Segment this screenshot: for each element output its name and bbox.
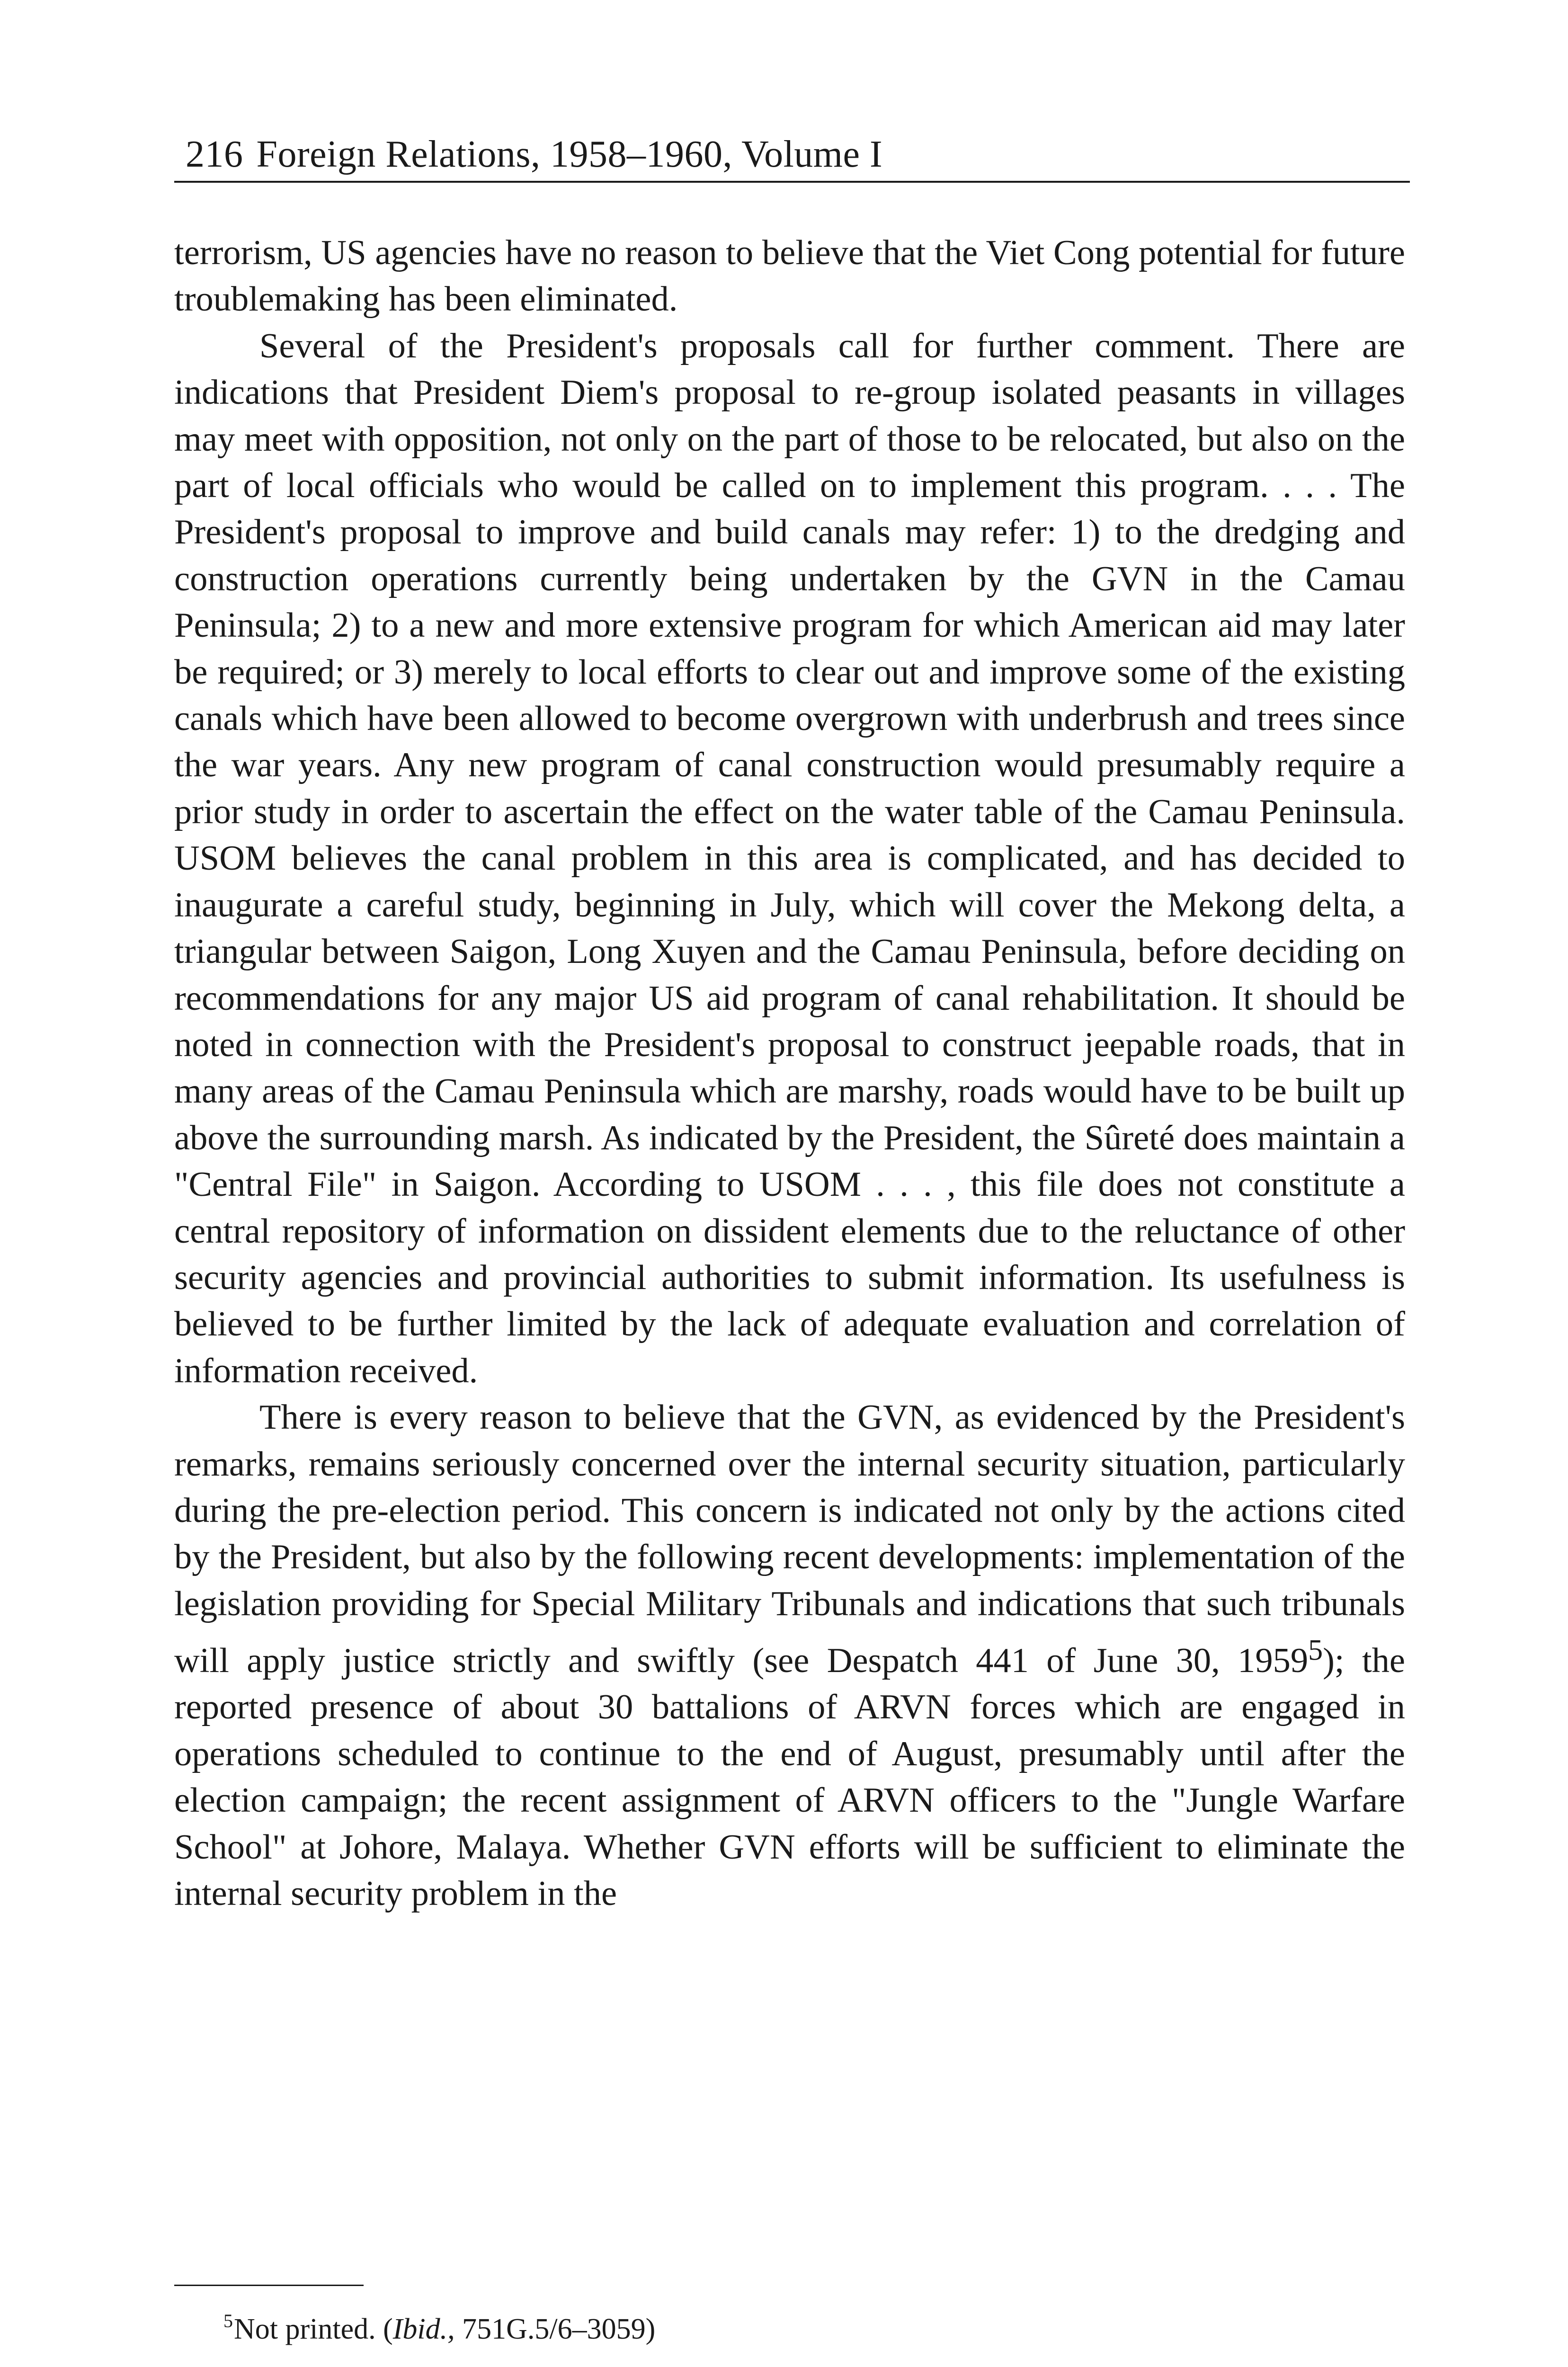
book-title: Foreign Relations, 1958–1960, Volume I	[256, 133, 883, 175]
footnote	[223, 2300, 1360, 2350]
paragraph-text-part: ); the reported presence of about 30 battalions of ARVN forces which are engaged in operations scheduled to continue to the end of August, presumably until after the election campaign; the recent assignment of ARVN officers to the "Jungle Warfare School" at Johore, Malaya. Whether GVN efforts will be sufficient to eliminate the internal security problem in the	[174, 1641, 1405, 1913]
footnote-reference: 5	[1308, 1634, 1323, 1667]
body-text	[174, 230, 1405, 1917]
page-number: 216	[186, 133, 243, 175]
footnote-citation: 751G.5/6–3059)	[454, 2313, 656, 2345]
paragraph-text-part: There is every reason to believe that the GVN, as evidenced by the President's remarks, remains seriously concerned over the internal security situation, particularly during the pre-election period. This concern is indicated not only by the actions cited by the President, but also by the following recent developments: implementation of the legislation providing for Special Military Tribunals and indications that such tribunals will apply justice strictly and swiftly (see Despatch 441 of June 30, 1959	[174, 1398, 1405, 1681]
header-rule	[174, 181, 1410, 183]
footnote-ibid: Ibid.,	[392, 2313, 455, 2345]
footnote-marker: 5	[223, 2310, 233, 2331]
paragraph-presidents-proposals: Several of the President's proposals call for further comment. There are indications that President Diem's proposal to re-group isolated peasants in villages may meet with opposition, not only on the part of those to be relocated, but also on the part of local officials who would be called on to implement this program. . . . The President's proposal to improve and build canals may refer: 1) to the dredging and construction operations currently being undertaken by the GVN in the Camau Peninsula; 2) to a new and more extensive program for which American aid may later be required; or 3) merely to local efforts to clear out and improve some of the existing canals which have been allowed to become overgrown with underbrush and trees since the war years. Any new program of canal construction would presumably require a prior study in order to ascertain the effect on the water table of the Camau Peninsula. USOM believes the canal problem in this area is complicated, and has decided to inaugurate a careful study, beginning in July, which will cover the Mekong delta, a triangular between Saigon, Long Xuyen and the Camau Peninsula, before deciding on recommendations for any major US aid program of canal rehabilitation. It should be noted in connection with the President's proposal to construct jeepable roads, that in many areas of the Camau Peninsula which are marshy, roads would have to be built up above the surrounding marsh. As indicated by the President, the Sûreté does maintain a "Central File" in Saigon. According to USOM . . . , this file does not constitute a central repository of information on dissident elements due to the reluctance of other security agencies and provincial authorities to submit information. Its usefulness is believed to be further limited by the lack of adequate evaluation and correlation of information received.	[174, 326, 1405, 1390]
running-head-text	[186, 131, 882, 178]
paragraph-continued: terrorism, US agencies have no reason to believe that the Viet Cong potential for future troublemaking has been eliminated.	[174, 233, 1405, 319]
footnote-rule	[174, 2285, 364, 2286]
paragraph-internal-security	[174, 1394, 1405, 1917]
running-head	[174, 128, 1410, 189]
footnote-text: Not printed. (	[234, 2313, 393, 2345]
